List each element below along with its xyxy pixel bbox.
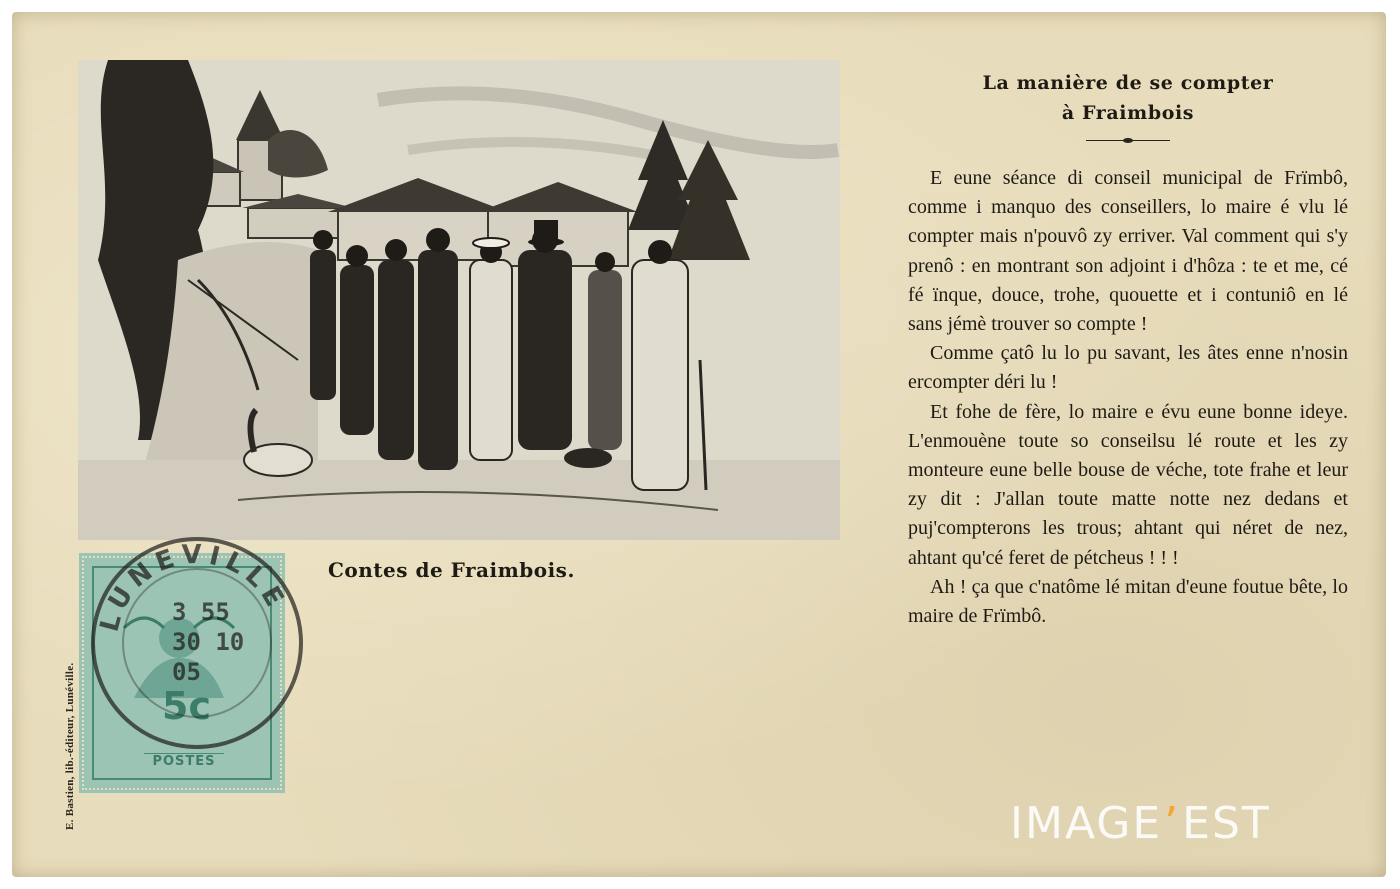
stamp-value: 5c — [162, 684, 211, 728]
publisher-imprint: E. Bastien, lib.-éditeur, Lunéville. — [64, 662, 76, 830]
postmark-line: 05 — [172, 658, 201, 686]
story-title-line: à Fraimbois — [1061, 102, 1195, 124]
illustration-caption: Contes de Fraimbois. — [328, 558, 575, 582]
story-paragraph: Comme çatô lu lo pu savant, les âtes enne n'nosin ercompter déri lu ! — [908, 342, 1348, 394]
village-scene-drawing — [78, 60, 840, 540]
watermark-mark: ’ — [1164, 798, 1181, 849]
story-paragraph: Et fohe de fère, lo maire e évu eune bonne ideye. L'enmouène toute so conseilsu lé route et les zy monteure eune belle bouse de véche, tote frahe et leur zy dit : J'allan toute matte notte nez dedans et puj'compterons les trous; ahtant qui néret de nez, ahtant qu'cé feret de pétcheus ! ! ! — [908, 400, 1348, 569]
postmark-date — [172, 597, 244, 687]
postcard — [12, 12, 1386, 877]
watermark-part: EST — [1182, 798, 1271, 849]
illustration — [78, 60, 840, 540]
story-title-line: La manière de se compter — [982, 72, 1274, 94]
image-est-watermark — [1010, 798, 1271, 849]
story-column — [908, 68, 1348, 631]
story-paragraph: E eune séance di conseil municipal de Frïmbô, comme i manquo des conseillers, lo maire é vlu lé compter mais n'pouvô zy erriver. Val comment qui s'y prenô : en montrant son adjoint i d'hôza : te et me, cé fé ïnque, douce, trohe, quouette et i contuniô en lé sans jémè trouver so compte ! — [908, 167, 1348, 336]
story-paragraph: Ah ! ça que c'natôme lé mitan d'eune foutue bête, lo maire de Frïmbô. — [908, 575, 1348, 628]
stamp-label: POSTES — [144, 753, 224, 769]
postmark-line: 30 10 — [172, 628, 245, 656]
postmark-town: LUNEVILLE — [94, 539, 293, 635]
watermark-part: IMAGE — [1010, 798, 1163, 849]
divider-ornament — [1086, 138, 1170, 144]
story-title — [908, 68, 1348, 128]
postmark-line: 3 55 — [172, 598, 230, 626]
